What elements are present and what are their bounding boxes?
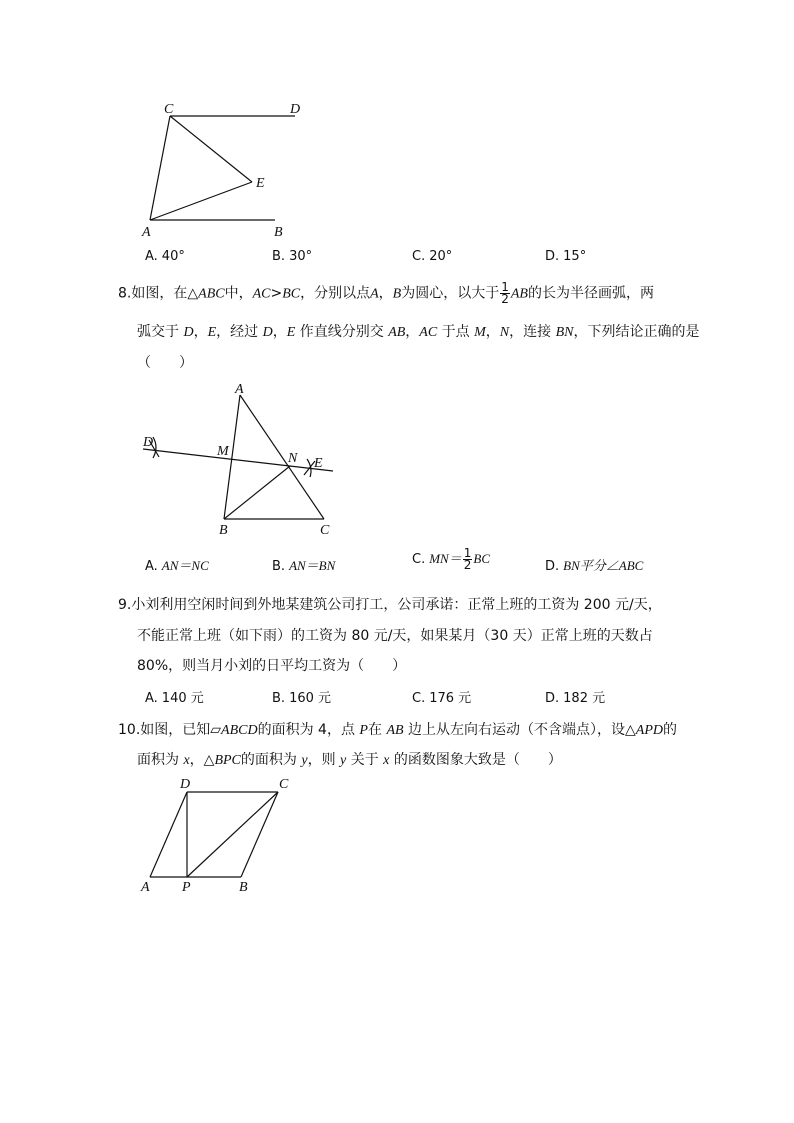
fraction-denominator: 2 [463, 558, 472, 572]
option-text: 160 元 [289, 691, 332, 706]
q7-label-e: E [256, 176, 265, 191]
q9-line-1 [118, 594, 662, 614]
option-label: D. [545, 559, 560, 574]
text: ， [378, 285, 393, 302]
q8-option-b[interactable] [272, 555, 335, 574]
text: A [370, 286, 379, 302]
q7-option-a[interactable] [145, 249, 185, 264]
option-label: B. [272, 559, 286, 574]
q8-segment-bn [224, 466, 290, 519]
q8-segment-ac [240, 395, 324, 519]
q8-label-n: N [288, 451, 298, 466]
text: 边上从左向右运动（不含端点），设△ [408, 722, 636, 738]
option-text: BN平分∠ABC [563, 558, 644, 573]
q10-label-a: A [141, 880, 150, 895]
text: ， [272, 324, 287, 340]
q10-line-1 [118, 719, 677, 739]
text: y [301, 753, 308, 768]
option-label: B. [272, 691, 286, 706]
text: 于点 [441, 324, 470, 340]
q9-option-c[interactable] [412, 687, 471, 706]
q10-number: 10. [118, 722, 141, 738]
text: B [392, 286, 402, 302]
q10-label-p: P [182, 880, 191, 895]
text: 面积为 [137, 752, 179, 768]
q8-number: 8. [118, 285, 132, 302]
q8-line-1 [118, 282, 654, 305]
fraction-numerator: 1 [501, 280, 509, 294]
q7-option-b[interactable] [272, 249, 312, 264]
q7-segment-ca [150, 116, 170, 220]
q10-segment-ad [150, 792, 187, 877]
q7-label-d: D [290, 102, 301, 117]
text: AB [510, 286, 528, 302]
q8-option-a[interactable] [145, 555, 209, 574]
text: 中， [224, 285, 253, 302]
text: 的面积为 4，点 [257, 722, 355, 738]
option-label: A. [145, 559, 158, 574]
q8-line-3 [137, 352, 193, 372]
option-fraction [463, 548, 473, 571]
q8-fraction [500, 282, 510, 305]
text: N [499, 325, 510, 340]
q10-label-d: D [180, 777, 191, 792]
text: ，下列结论正确的是 [573, 324, 700, 340]
option-text: 182 元 [563, 691, 606, 706]
q9-option-b[interactable] [272, 687, 331, 706]
option-label: C. [412, 691, 426, 706]
text: D [183, 325, 194, 340]
q9-line-3 [137, 655, 406, 675]
text: M [474, 325, 486, 340]
q7-segment-ae [150, 182, 252, 220]
q7-label-a: A [142, 225, 151, 240]
text: ，则 [307, 752, 336, 768]
text: P [359, 723, 368, 738]
option-label: B. [272, 249, 286, 264]
text: 如图，已知▱ [140, 722, 222, 738]
option-text: 30° [289, 249, 313, 264]
text: 的 [662, 722, 677, 738]
q7-label-b: B [274, 225, 283, 240]
q10-figure [135, 773, 315, 898]
q7-label-c: C [164, 102, 174, 117]
q8-option-c[interactable] [412, 548, 490, 571]
option-text: 20° [429, 249, 453, 264]
q8-label-e: E [314, 456, 323, 471]
q9-option-d[interactable] [545, 687, 605, 706]
text: ABC [198, 286, 225, 302]
text: BN [555, 325, 574, 340]
q7-figure [130, 95, 330, 245]
text: 弧交于 [137, 324, 179, 340]
q10-segment-bc [241, 792, 278, 877]
q8-option-d[interactable] [545, 555, 643, 574]
text: ，分别以点 [300, 285, 371, 302]
text: ，连接 [509, 324, 552, 340]
option-text: MN＝ [429, 551, 462, 566]
text: BPC [214, 753, 241, 768]
text: ， [485, 324, 500, 340]
option-text: BC [473, 551, 490, 566]
q10-label-b: B [239, 880, 248, 895]
text: AC [252, 286, 271, 302]
q10-segment-pc [187, 792, 278, 877]
text: APD [635, 723, 663, 738]
fraction-denominator: 2 [501, 292, 509, 306]
text: x [183, 753, 190, 768]
option-label: A. [145, 691, 158, 706]
text: 小刘利用空闲时间到外地某建筑公司打工，公司承诺：正常上班的工资为 200 元/天， [131, 597, 662, 613]
option-text: 15° [563, 249, 587, 264]
q7-segment-ce [170, 116, 252, 182]
option-text: 140 元 [161, 691, 204, 706]
text: AB [388, 325, 406, 340]
q8-line-de [143, 449, 333, 471]
fraction-numerator: 1 [463, 546, 472, 560]
text: 的函数图象大致是（ ） [393, 752, 562, 768]
q8-label-m: M [217, 444, 229, 459]
q8-label-b: B [219, 523, 228, 538]
text: 的面积为 [240, 752, 297, 768]
text: 不能正常上班（如下雨）的工资为 80 元/天，如果某月（30 天）正常上班的天数占 [137, 628, 653, 644]
text: AC [419, 325, 438, 340]
q9-option-a[interactable] [145, 687, 204, 706]
text: y [340, 753, 347, 768]
option-label: A. [145, 249, 158, 264]
text: 在 [367, 722, 382, 738]
text: 为圆心，以大于 [401, 285, 500, 302]
text: > [270, 285, 283, 302]
q7-option-c[interactable] [412, 249, 452, 264]
text: AB [386, 723, 404, 738]
q7-option-d[interactable] [545, 249, 586, 264]
q8-line-2 [137, 321, 699, 341]
q10-label-c: C [279, 777, 289, 792]
q8-label-c: C [320, 523, 330, 538]
text: BC [282, 286, 301, 302]
q8-label-a: A [235, 382, 244, 397]
option-text: 40° [161, 249, 185, 264]
option-label: C. [412, 249, 426, 264]
option-text: AN＝NC [161, 558, 209, 573]
option-label: C. [412, 552, 426, 567]
text: 的长为半径画弧，两 [527, 285, 654, 302]
q9-number: 9. [118, 597, 132, 613]
q8-label-d: D [143, 435, 154, 450]
text: 作直线分别交 [299, 324, 384, 340]
q8-figure [135, 382, 355, 542]
option-text: AN＝BN [289, 558, 336, 573]
text: x [383, 753, 390, 768]
option-label: D. [545, 691, 560, 706]
text: 关于 [350, 752, 379, 768]
text: D [262, 325, 273, 340]
text: ， [193, 324, 208, 340]
text: ， [405, 324, 420, 340]
answer-bracket: （ ） [137, 355, 193, 371]
option-label: D. [545, 249, 560, 264]
text: ABCD [221, 723, 258, 738]
text: ，经过 [216, 324, 259, 340]
q9-line-2 [137, 625, 653, 645]
text: 如图，在△ [131, 285, 199, 302]
text: 80%，则当月小刘的日平均工资为（ ） [137, 658, 407, 674]
option-text: 176 元 [429, 691, 472, 706]
text: E [286, 325, 296, 340]
text: ，△ [189, 752, 215, 768]
text: E [207, 325, 217, 340]
q10-line-2 [137, 749, 562, 769]
